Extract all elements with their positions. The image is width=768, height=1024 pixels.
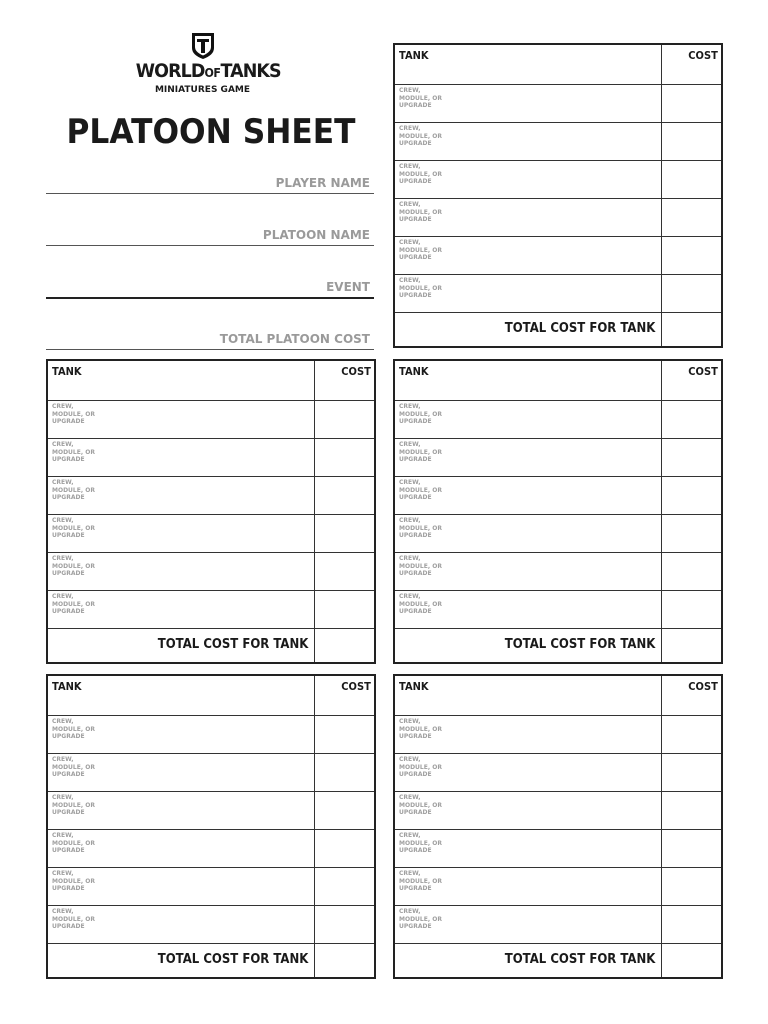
total-row xyxy=(395,943,721,977)
upgrade-row xyxy=(395,274,721,312)
upgrade-row xyxy=(395,715,721,753)
crew-module-upgrade-label: CREW, MODULE, OR UPGRADE xyxy=(52,555,95,577)
upgrade-cost-cell[interactable] xyxy=(661,237,721,274)
upgrade-row xyxy=(48,829,374,867)
crew-module-upgrade-label: CREW, MODULE, OR UPGRADE xyxy=(399,517,442,539)
upgrade-name-cell[interactable] xyxy=(395,199,661,236)
crew-module-upgrade-label: CREW, MODULE, OR UPGRADE xyxy=(399,479,442,501)
upgrade-cost-cell[interactable] xyxy=(661,830,721,867)
upgrade-cost-cell[interactable] xyxy=(314,439,374,476)
total-cost-for-tank-label: TOTAL COST FOR TANK xyxy=(504,952,655,967)
total-row xyxy=(395,312,721,346)
upgrade-cost-cell[interactable] xyxy=(661,477,721,514)
upgrade-row xyxy=(48,400,374,438)
total-label-cell xyxy=(48,629,314,662)
tank-name-cell[interactable] xyxy=(395,45,661,84)
upgrade-name-cell[interactable] xyxy=(48,716,314,753)
total-platoon-cost-field[interactable] xyxy=(46,329,374,350)
total-cost-for-tank-label: TOTAL COST FOR TANK xyxy=(504,637,655,652)
upgrade-row xyxy=(395,400,721,438)
world-of-tanks-logo xyxy=(130,30,281,96)
tank-card-5 xyxy=(393,674,723,979)
crew-module-upgrade-label: CREW, MODULE, OR UPGRADE xyxy=(399,832,442,854)
tank-cost-cell[interactable] xyxy=(661,45,721,84)
crew-module-upgrade-label: CREW, MODULE, OR UPGRADE xyxy=(52,756,95,778)
upgrade-row xyxy=(395,514,721,552)
tank-name-cell[interactable] xyxy=(48,361,314,400)
upgrade-name-cell[interactable] xyxy=(395,868,661,905)
tank-cost-cell[interactable] xyxy=(661,361,721,400)
upgrade-name-cell[interactable] xyxy=(395,123,661,160)
crew-module-upgrade-label: CREW, MODULE, OR UPGRADE xyxy=(399,403,442,425)
crew-module-upgrade-label: CREW, MODULE, OR UPGRADE xyxy=(52,794,95,816)
upgrade-name-cell[interactable] xyxy=(395,477,661,514)
upgrade-name-cell[interactable] xyxy=(395,553,661,590)
event-label: EVENT xyxy=(326,280,370,294)
upgrade-cost-cell[interactable] xyxy=(661,792,721,829)
crew-module-upgrade-label: CREW, MODULE, OR UPGRADE xyxy=(399,201,442,223)
tank-name-cell[interactable] xyxy=(395,361,661,400)
crew-module-upgrade-label: CREW, MODULE, OR UPGRADE xyxy=(399,87,442,109)
upgrade-name-cell[interactable] xyxy=(395,906,661,943)
total-cost-for-tank-label: TOTAL COST FOR TANK xyxy=(157,637,308,652)
event-field[interactable] xyxy=(46,277,374,299)
upgrade-cost-cell[interactable] xyxy=(314,515,374,552)
upgrade-cost-cell[interactable] xyxy=(314,754,374,791)
upgrade-name-cell[interactable] xyxy=(48,754,314,791)
upgrade-name-cell[interactable] xyxy=(395,792,661,829)
tank-label: TANK xyxy=(399,365,429,378)
tank-header-row xyxy=(395,676,721,715)
tank-cost-cell[interactable] xyxy=(661,676,721,715)
crew-module-upgrade-label: CREW, MODULE, OR UPGRADE xyxy=(399,441,442,463)
total-cost-for-tank-label: TOTAL COST FOR TANK xyxy=(157,952,308,967)
crew-module-upgrade-label: CREW, MODULE, OR UPGRADE xyxy=(52,832,95,854)
upgrade-cost-cell[interactable] xyxy=(661,716,721,753)
tank-header-row xyxy=(48,676,374,715)
total-label-cell xyxy=(395,629,661,662)
upgrade-cost-cell[interactable] xyxy=(661,591,721,628)
tank-header-row xyxy=(48,361,374,400)
crew-module-upgrade-label: CREW, MODULE, OR UPGRADE xyxy=(399,794,442,816)
total-cost-cell[interactable] xyxy=(314,629,374,662)
crew-module-upgrade-label: CREW, MODULE, OR UPGRADE xyxy=(399,756,442,778)
crew-module-upgrade-label: CREW, MODULE, OR UPGRADE xyxy=(399,593,442,615)
upgrade-row xyxy=(48,552,374,590)
upgrade-name-cell[interactable] xyxy=(395,275,661,312)
upgrade-cost-cell[interactable] xyxy=(314,906,374,943)
upgrade-row xyxy=(395,905,721,943)
logo-wordmark: WORLDOFTANKS xyxy=(135,60,281,82)
total-cost-cell[interactable] xyxy=(661,313,721,346)
crew-module-upgrade-label: CREW, MODULE, OR UPGRADE xyxy=(52,870,95,892)
upgrade-cost-cell[interactable] xyxy=(314,830,374,867)
upgrade-row xyxy=(395,753,721,791)
platoon-name-field[interactable] xyxy=(46,225,374,246)
tank-card-3 xyxy=(393,359,723,664)
upgrade-name-cell[interactable] xyxy=(395,515,661,552)
crew-module-upgrade-label: CREW, MODULE, OR UPGRADE xyxy=(52,517,95,539)
tank-cost-cell[interactable] xyxy=(314,676,374,715)
upgrade-row xyxy=(395,84,721,122)
upgrade-row xyxy=(48,514,374,552)
cost-label: COST xyxy=(688,680,718,693)
total-cost-cell[interactable] xyxy=(661,629,721,662)
upgrade-name-cell[interactable] xyxy=(48,906,314,943)
tank-label: TANK xyxy=(52,680,82,693)
upgrade-name-cell[interactable] xyxy=(48,439,314,476)
upgrade-row xyxy=(48,753,374,791)
upgrade-cost-cell[interactable] xyxy=(661,439,721,476)
upgrade-row xyxy=(395,198,721,236)
upgrade-name-cell[interactable] xyxy=(48,477,314,514)
crew-module-upgrade-label: CREW, MODULE, OR UPGRADE xyxy=(52,593,95,615)
upgrade-row xyxy=(48,715,374,753)
total-label-cell xyxy=(48,944,314,977)
total-label-cell xyxy=(395,944,661,977)
player-name-label: PLAYER NAME xyxy=(275,176,370,190)
cost-label: COST xyxy=(341,680,371,693)
upgrade-row xyxy=(395,160,721,198)
upgrade-name-cell[interactable] xyxy=(48,515,314,552)
upgrade-cost-cell[interactable] xyxy=(661,275,721,312)
tank-card-2 xyxy=(46,359,376,664)
upgrade-name-cell[interactable] xyxy=(48,401,314,438)
upgrade-cost-cell[interactable] xyxy=(314,716,374,753)
upgrade-name-cell[interactable] xyxy=(395,754,661,791)
upgrade-name-cell[interactable] xyxy=(395,830,661,867)
upgrade-cost-cell[interactable] xyxy=(314,868,374,905)
upgrade-name-cell[interactable] xyxy=(48,591,314,628)
total-cost-for-tank-label: TOTAL COST FOR TANK xyxy=(504,321,655,336)
total-label-cell xyxy=(395,313,661,346)
upgrade-row xyxy=(395,867,721,905)
logo-subtitle: MINIATURES GAME xyxy=(154,85,251,95)
page-title: PLATOON SHEET xyxy=(66,112,356,152)
cost-label: COST xyxy=(341,365,371,378)
tank-name-cell[interactable] xyxy=(395,676,661,715)
crew-module-upgrade-label: CREW, MODULE, OR UPGRADE xyxy=(399,239,442,261)
upgrade-cost-cell[interactable] xyxy=(661,401,721,438)
upgrade-cost-cell[interactable] xyxy=(314,792,374,829)
platoon-name-label: PLATOON NAME xyxy=(262,228,370,242)
total-row xyxy=(395,628,721,662)
tank-cost-cell[interactable] xyxy=(314,361,374,400)
upgrade-row xyxy=(48,590,374,628)
upgrade-row xyxy=(395,590,721,628)
cost-label: COST xyxy=(688,49,718,62)
tank-header-row xyxy=(395,361,721,400)
crew-module-upgrade-label: CREW, MODULE, OR UPGRADE xyxy=(52,908,95,930)
tank-name-cell[interactable] xyxy=(48,676,314,715)
upgrade-name-cell[interactable] xyxy=(395,237,661,274)
crew-module-upgrade-label: CREW, MODULE, OR UPGRADE xyxy=(399,870,442,892)
upgrade-cost-cell[interactable] xyxy=(314,591,374,628)
upgrade-name-cell[interactable] xyxy=(395,591,661,628)
upgrade-cost-cell[interactable] xyxy=(661,123,721,160)
crew-module-upgrade-label: CREW, MODULE, OR UPGRADE xyxy=(399,718,442,740)
total-row xyxy=(48,943,374,977)
upgrade-row xyxy=(395,552,721,590)
tank-shield-icon xyxy=(189,30,217,60)
upgrade-row xyxy=(48,905,374,943)
tank-label: TANK xyxy=(52,365,82,378)
upgrade-row xyxy=(48,867,374,905)
cost-label: COST xyxy=(688,365,718,378)
total-cost-cell[interactable] xyxy=(661,944,721,977)
upgrade-cost-cell[interactable] xyxy=(314,553,374,590)
upgrade-name-cell[interactable] xyxy=(48,553,314,590)
upgrade-row xyxy=(48,791,374,829)
upgrade-name-cell[interactable] xyxy=(395,439,661,476)
tank-card-4 xyxy=(46,674,376,979)
upgrade-row xyxy=(395,791,721,829)
crew-module-upgrade-label: CREW, MODULE, OR UPGRADE xyxy=(52,479,95,501)
crew-module-upgrade-label: CREW, MODULE, OR UPGRADE xyxy=(399,277,442,299)
crew-module-upgrade-label: CREW, MODULE, OR UPGRADE xyxy=(399,163,442,185)
upgrade-cost-cell[interactable] xyxy=(314,401,374,438)
crew-module-upgrade-label: CREW, MODULE, OR UPGRADE xyxy=(52,718,95,740)
crew-module-upgrade-label: CREW, MODULE, OR UPGRADE xyxy=(52,441,95,463)
total-row xyxy=(48,628,374,662)
upgrade-row xyxy=(395,476,721,514)
upgrade-cost-cell[interactable] xyxy=(661,161,721,198)
upgrade-name-cell[interactable] xyxy=(395,85,661,122)
upgrade-cost-cell[interactable] xyxy=(661,868,721,905)
upgrade-cost-cell[interactable] xyxy=(661,515,721,552)
tank-header-row xyxy=(395,45,721,84)
total-platoon-cost-label: TOTAL PLATOON COST xyxy=(219,332,370,346)
upgrade-cost-cell[interactable] xyxy=(661,85,721,122)
upgrade-name-cell[interactable] xyxy=(395,161,661,198)
player-name-field[interactable] xyxy=(46,173,374,194)
upgrade-row xyxy=(395,236,721,274)
upgrade-name-cell[interactable] xyxy=(48,868,314,905)
upgrade-row xyxy=(395,122,721,160)
crew-module-upgrade-label: CREW, MODULE, OR UPGRADE xyxy=(399,125,442,147)
crew-module-upgrade-label: CREW, MODULE, OR UPGRADE xyxy=(52,403,95,425)
crew-module-upgrade-label: CREW, MODULE, OR UPGRADE xyxy=(399,908,442,930)
upgrade-name-cell[interactable] xyxy=(48,792,314,829)
crew-module-upgrade-label: CREW, MODULE, OR UPGRADE xyxy=(399,555,442,577)
upgrade-cost-cell[interactable] xyxy=(661,199,721,236)
tank-label: TANK xyxy=(399,680,429,693)
upgrade-cost-cell[interactable] xyxy=(314,477,374,514)
upgrade-row xyxy=(395,438,721,476)
total-cost-cell[interactable] xyxy=(314,944,374,977)
upgrade-row xyxy=(395,829,721,867)
upgrade-cost-cell[interactable] xyxy=(661,906,721,943)
upgrade-cost-cell[interactable] xyxy=(661,553,721,590)
upgrade-row xyxy=(48,476,374,514)
upgrade-name-cell[interactable] xyxy=(48,830,314,867)
upgrade-name-cell[interactable] xyxy=(395,716,661,753)
upgrade-cost-cell[interactable] xyxy=(661,754,721,791)
upgrade-row xyxy=(48,438,374,476)
tank-label: TANK xyxy=(399,49,429,62)
upgrade-name-cell[interactable] xyxy=(395,401,661,438)
tank-card-1 xyxy=(393,43,723,348)
